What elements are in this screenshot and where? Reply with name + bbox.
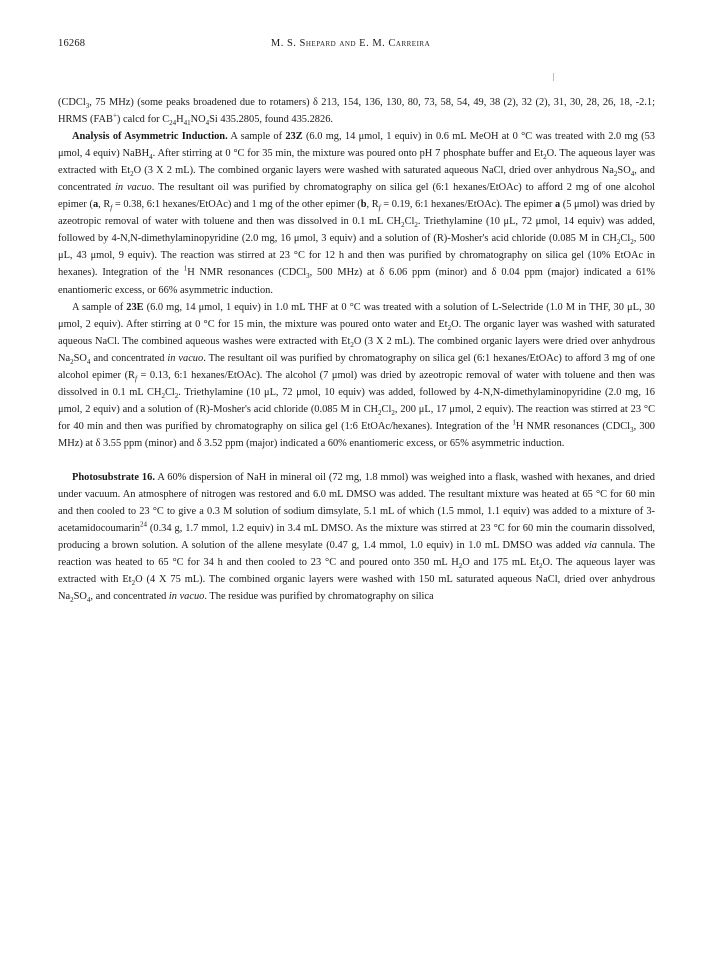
nmr-data-paragraph: (CDCl$_3$, 75 MHz) (some peaks broadened due to rotamers) δ 213, 154, 136, 130, 80, 73, 58, 54, 49, 38 (2), 32 (2), 31, 30, 28, 26, 18, -2.1; HRMS (FAB+) calcd for $C_{24}H_{41}NO_4Si$ 435.2805, found 435.2826. — [58, 97, 655, 128]
photosubstrate-paragraph: Photosubstrate 16. A 60% dispersion of NaH in mineral oil (72 mg, 1.8 mmol) was weighed into a flask, washed with hexanes, and dried under vacuum. An atmosphere of nitrogen was restored and 6.0 mL DMSO was added. The resultant mixture was heated at 65 °C for 60 min and then cooled to 23 °C to give a 0.3 M solution of sodium dimsylate, 5.1 mL of which (1.5 mmol, 1.1 equiv) was added to a mixture of 3-acetamidocoumarin$^{24}$ (0.34 g, 1.7 mmol, 1.2 equiv) in 3.4 mL DMSO. As the mixture was stirred at 23 °C for 60 min the coumarin dissolved, producing a brown solution. A solution of the allene mesylate (0.47 g, 1.4 mmol, 1.0 equiv) in 1.0 mL DMSO was added via cannula. The reaction was heated to 65 °C for 34 h and then cooled to 23 °C and poured onto 350 mL $H_2O$ and 175 mL $Et_2O$. The aqueous layer was extracted with $Et_2O$ (4 X 75 mL). The combined organic layers were washed with 150 mL saturated aqueous NaCl, dried over anhydrous $Na_2SO_4$, and concentrated in vacuo. The residue was purified by chromatography on silica — [58, 471, 656, 605]
asymmetric-induction-paragraph: Analysis of Asymmetric Induction. A sample of 23Z (6.0 mg, 14 μmol, 1 equiv) in 0.6 mL MeOH at 0 °C was treated with 2.0 mg (53 μmol, 4 equiv) NaBH$_4$. After stirring at 0 °C for 35 min, the mixture was poured onto pH 7 phosphate buffer and $Et_2O$. The aqueous layer was extracted with $Et_2O$ (3 X 2 mL). The combined organic layers were washed with saturated aqueous NaCl, dried over anhydrous $Na_2SO_4$, and concentrated in vacuo. The resultant oil was purified by chromatography on silica gel (6:1 hexanes/EtOAc) to afford 2 mg of one alcohol epimer (a, $R_f = 0.38$, 6:1 hexanes/EtOAc) and 1 mg of the other epimer (b, $R_f = 0.19$, 6:1 hexanes/EtOAc). The epimer a (5 μmol) was dried by azeotropic removal of water with toluene and then was dissolved in 0.1 mL $CH_2Cl_2$. Triethylamine (10 μL, 72 μmol, 14 equiv) was added, followed by 4-N,N-dimethylaminopyridine (2.0 mg, 16 μmol, 3 equiv) and a solution of (R)-Mosher's acid chloride (0.085 M in $CH_2Cl_2$, 500 μL, 43 μmol, 9 equiv). The reaction was stirred at 23 °C for 12 h and then was purified by chromatography on silica gel (10% EtOAc in hexanes). Integration of the $^1$H NMR resonances (CDCl$_3$, 500 MHz) at δ 6.06 ppm (minor) and δ 0.04 ppm (major) indicated a 61% enantiomeric excess, or 66% asymmetric induction. — [58, 131, 655, 296]
body-text — [58, 94, 655, 605]
section-heading: Photosubstrate 16. — [72, 471, 155, 483]
running-header — [58, 38, 643, 54]
compound-label: 23Z — [285, 131, 303, 143]
compound-label: 23E — [126, 301, 144, 313]
running-title: M. S. Shepard and E. M. Carreira — [270, 38, 431, 49]
lselectride-paragraph: A sample of 23E (6.0 mg, 14 μmol, 1 equiv) in 1.0 mL THF at 0 °C was treated with a solution of L-Selectride (1.0 M in THF, 30 μL, 30 μmol, 2 equiv). After stirring at 0 °C for 15 min, the mixture was poured onto water and $Et_2O$. The organic layer was washed with saturated aqueous NaCl. The combined aqueous washes were extracted with $Et_2O$ (3 X 2 mL). The combined organic layers were dried over anhydrous $Na_2SO_4$ and concentrated in vacuo. The resultant oil was purified by chromatography on silica gel (6:1 hexanes/EtOAc) to afford 3 mg of one alcohol epimer ($R_f = 0.13$, 6:1 hexanes/EtOAc). The alcohol (7 μmol) was dried by azeotropic removal of water with toluene and then was dissolved in 0.1 mL $CH_2Cl_2$. Triethylamine (10 μL, 72 μmol, 10 equiv) was added, followed by 4-N,N-dimethylaminopyridine (2.0 mg, 16 μmol, 2 equiv) and a solution of (R)-Mosher's acid chloride (0.085 M in $CH_2Cl_2$, 200 μL, 17 μmol, 2 equiv). The reaction was stirred at 23 °C for 40 min and then was purified by chromatography on silica gel (1:6 EtOAc/hexanes). Integration of the $^1$H NMR resonances (CDCl$_3$, 300 MHz) at δ 3.55 ppm (minor) and δ 3.52 ppm (major) indicated a 60% enantiomeric excess, or 65% asymmetric induction. — [58, 301, 656, 449]
section-heading: Analysis of Asymmetric Induction. — [72, 131, 228, 143]
page-number: 16268 — [58, 38, 86, 49]
scan-mark — [553, 73, 554, 81]
